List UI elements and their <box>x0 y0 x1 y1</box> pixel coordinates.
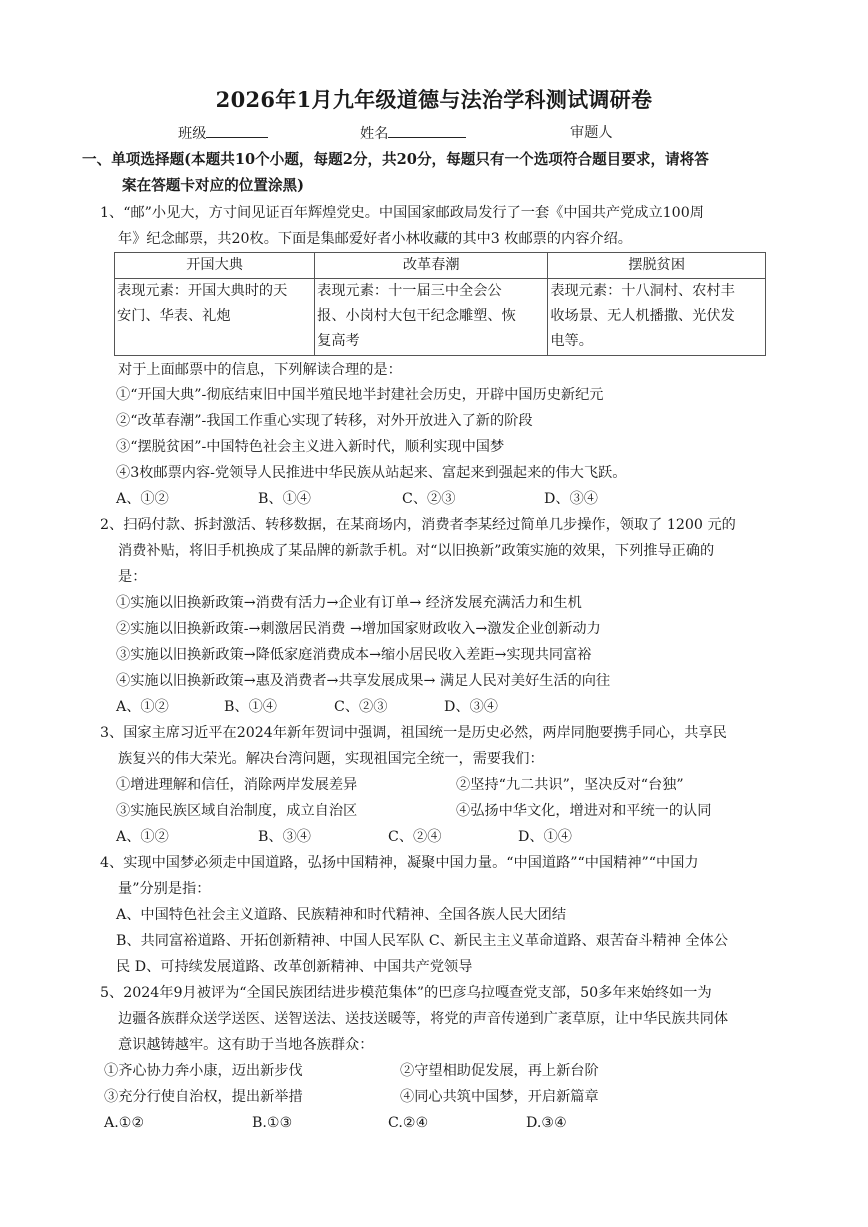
q1-stem-line1: 1、“邮”小见大，方寸间见证百年辉煌党史。中国国家邮政局发行了一套《中国共产党成立100周 <box>100 205 704 221</box>
q5-option: ②守望相助促发展，再上新台阶 <box>400 1063 599 1079</box>
class-label: 班级 <box>178 126 207 142</box>
q1-choice-d: D、③④ <box>544 491 598 507</box>
q1-option: ④3枚邮票内容-党领导人民推进中华民族从站起来、富起来到强起来的伟大飞跃。 <box>116 465 627 481</box>
q4-choice-b-c: B、共同富裕道路、开拓创新精神、中国人民军队 C、新民主主义革命道路、艰苦奋斗精神 全体公 <box>116 933 728 949</box>
section1-heading-line2: 案在答题卡对应的位置涂黑) <box>122 177 305 194</box>
q1-option: ②“改革春潮”-我国工作重心实现了转移，对外开放进入了新的阶段 <box>116 413 533 429</box>
q5-option: ③充分行使自治权，提出新举措 <box>104 1089 303 1105</box>
q1-option: ①“开国大典”-彻底结束旧中国半殖民地半封建社会历史，开辟中国历史新纪元 <box>116 387 604 403</box>
q3-choice-c: C、②④ <box>388 829 442 845</box>
q1-prompt: 对于上面邮票中的信息，下列解读合理的是： <box>118 362 402 378</box>
q2-choice-b: B、①④ <box>224 699 277 715</box>
q5-choice-c: C.②④ <box>388 1115 429 1131</box>
q5-stem-line2: 边疆各族群众送学送医、送智送法、送技送暖等，将党的声音传递到广袤草原，让中华民族共同体 <box>118 1011 729 1027</box>
q5-option: ④同心共筑中国梦，开启新篇章 <box>400 1089 599 1105</box>
stamp-table <box>114 252 766 356</box>
q5-choice-a: A.①② <box>104 1115 145 1131</box>
q1-option: ③“摆脱贫困”-中国特色社会主义进入新时代，顺利实现中国梦 <box>116 439 505 455</box>
name-field <box>360 123 466 144</box>
q2-stem-line1: 2、扫码付款、拆封激活、转移数据，在某商场内，消费者李某经过简单几步操作，领取了 1200 元的 <box>100 517 736 533</box>
q1-choice-b: B、①④ <box>258 491 311 507</box>
exam-title: 2026年1月九年级道德与法治学科测试调研卷 <box>215 87 653 112</box>
q3-option: ①增进理解和信任，消除两岸发展差异 <box>116 777 358 793</box>
q2-stem-line3: 是： <box>118 569 147 585</box>
stamp-cell: 表现元素：十一届三中全会公 报、小岗村大包干纪念雕塑、恢 复高考 <box>315 279 548 356</box>
q5-stem-line3: 意识越铸越牢。这有助于当地各族群众： <box>118 1037 374 1053</box>
q3-option: ④弘扬中华文化，增进对和平统一的认同 <box>456 803 712 819</box>
q3-choice-b: B、③④ <box>258 829 311 845</box>
q2-choice-d: D、③④ <box>444 699 498 715</box>
q1-choice-a: A、①② <box>116 491 169 507</box>
q1-stem-line2: 年》纪念邮票，共20枚。下面是集邮爱好者小林收藏的其中3 枚邮票的内容介绍。 <box>118 231 632 247</box>
q3-choice-a: A、①② <box>116 829 169 845</box>
stamp-header: 摆脱贫困 <box>548 253 766 279</box>
q2-choice-a: A、①② <box>116 699 169 715</box>
q2-option: ③实施以旧换新政策→降低家庭消费成本→缩小居民收入差距→实现共同富裕 <box>116 647 592 663</box>
q1-choice-c: C、②③ <box>402 491 456 507</box>
q4-choice-d: 民 D、可持续发展道路、改革创新精神、中国共产党领导 <box>116 959 473 975</box>
q5-option: ①齐心协力奔小康，迈出新步伐 <box>104 1063 303 1079</box>
name-label: 姓名 <box>360 126 389 142</box>
stamp-cell: 表现元素：开国大典时的天 安门、华表、礼炮 <box>115 279 315 356</box>
stamp-header: 开国大典 <box>115 253 315 279</box>
q3-option: ②坚持“九二共识”，坚决反对“台独” <box>456 777 684 793</box>
q2-stem-line2: 消费补贴，将旧手机换成了某品牌的新款手机。对“以旧换新”政策实施的效果，下列推导正确的 <box>118 543 715 559</box>
stamp-header: 改革春潮 <box>315 253 548 279</box>
class-field <box>178 123 268 144</box>
q3-option: ③实施民族区域自治制度，成立自治区 <box>116 803 358 819</box>
section1-heading-line1: 一、单项选择题(本题共10个小题，每题2分，共20分，每题只有一个选项符合题目要求，请将答 <box>82 151 709 168</box>
q3-stem-line2: 族复兴的伟大荣光。解决台湾问题，实现祖国完全统一，需要我们： <box>118 751 544 767</box>
q4-stem-line1: 4、实现中国梦必须走中国道路，弘扬中国精神，凝聚中国力量。“中国道路”“中国精神”“中国力 <box>100 855 699 871</box>
q2-option: ②实施以旧换新政策-→刺激居民消费 →增加国家财政收入→激发企业创新动力 <box>116 621 601 637</box>
q4-choice-a: A、中国特色社会主义道路、民族精神和时代精神、全国各族人民大团结 <box>116 907 567 923</box>
reviewer-label: 审题人 <box>570 125 613 141</box>
q2-choice-c: C、②③ <box>334 699 388 715</box>
class-blank <box>206 123 268 138</box>
q3-stem-line1: 3、国家主席习近平在2024年新年贺词中强调，祖国统一是历史必然，两岸同胞要携手同心，共享民 <box>100 725 727 741</box>
q5-choice-d: D.③④ <box>526 1115 567 1131</box>
q5-stem-line1: 5、2024年9月被评为“全国民族团结进步模范集体”的巴彦乌拉嘎查党支部，50多年来始终如一为 <box>100 985 712 1001</box>
name-blank <box>388 123 466 138</box>
q3-choice-d: D、①④ <box>518 829 572 845</box>
q5-choice-b: B.①③ <box>252 1115 293 1131</box>
q4-stem-line2: 量”分别是指： <box>118 881 211 897</box>
q2-option: ④实施以旧换新政策→惠及消费者→共享发展成果→ 满足人民对美好生活的向往 <box>116 673 611 689</box>
stamp-cell: 表现元素：十八洞村、农村丰 收场景、无人机播撒、光伏发 电等。 <box>548 279 766 356</box>
q2-option: ①实施以旧换新政策→消费有活力→企业有订单→ 经济发展充满活力和生机 <box>116 595 582 611</box>
